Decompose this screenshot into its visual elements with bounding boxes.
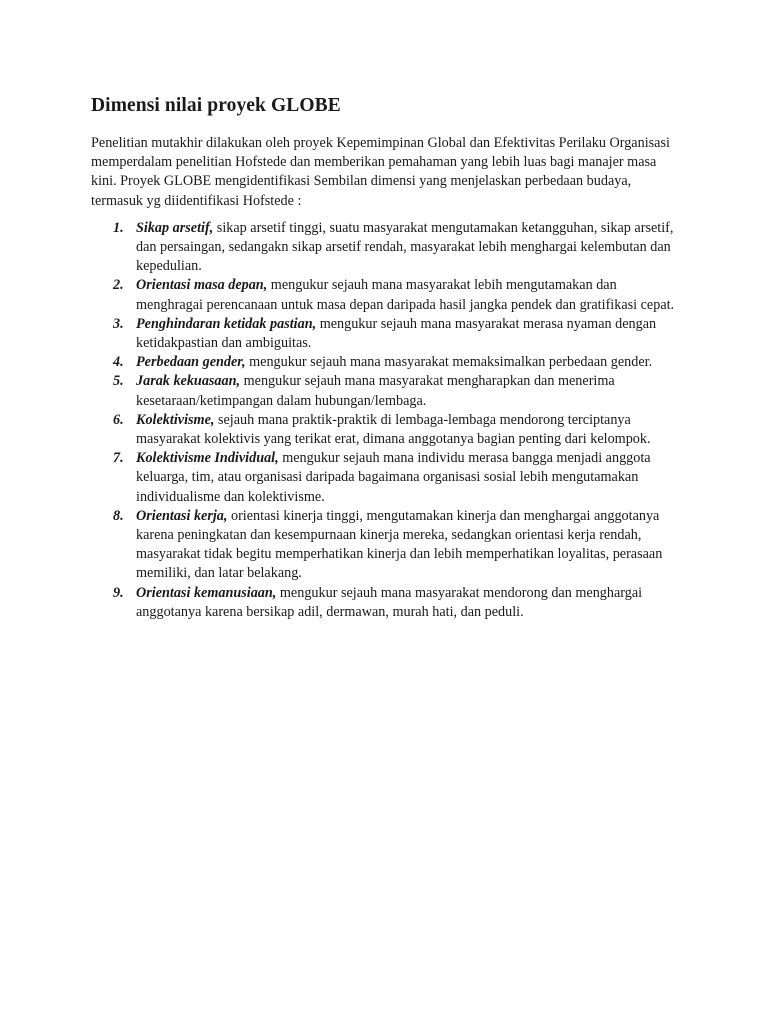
list-item-1 [91, 219, 681, 277]
dimension-term: Kolektivisme, [136, 411, 215, 428]
list-item-5 [91, 372, 681, 410]
dimension-description: mengukur sejauh mana masyarakat memaksimalkan perbedaan gender. [245, 354, 653, 371]
dimension-description: sejauh mana praktik-praktik di lembaga-lembaga mendorong terciptanya masyarakat kolektivis yang terikat erat, dimana anggotanya bagian penting dari kelompok. [136, 411, 651, 448]
dimension-term: Sikap arsetif, [136, 219, 214, 236]
list-number: 5. [113, 373, 124, 390]
list-item-2 [91, 276, 681, 314]
list-item-6 [91, 411, 681, 449]
list-item-3 [91, 315, 681, 353]
dimension-term: Orientasi kerja, [136, 507, 228, 524]
list-number: 7. [113, 450, 124, 467]
dimension-description: mengukur sejauh mana individu merasa bangga menjadi anggota keluarga, tim, atau organisasi daripada bagaimana organisasi sosial lebih mengutamakan individualisme dan kolektivisme. [136, 450, 651, 505]
dimension-description: orientasi kinerja tinggi, mengutamakan kinerja dan menghargai anggotanya karena peningkatan dan kesempurnaan kinerja mereka, sedangkan orientasi kerja rendah, masyarakat tidak begitu memperhatikan kinerja dan lebih memperhatikan loyalitas, perasaan memiliki, dan latar belakang. [136, 507, 663, 582]
list-number: 3. [113, 315, 124, 332]
dimension-term: Perbedaan gender, [136, 354, 246, 371]
page-title: Dimensi nilai proyek GLOBE [91, 95, 341, 116]
dimension-description: mengukur sejauh mana masyarakat mengharapkan dan menerima kesetaraan/ketimpangan dalam hubungan/lembaga. [136, 373, 615, 409]
list-number: 2. [113, 277, 124, 294]
dimension-description: mengukur sejauh mana masyarakat mendorong dan menghargai anggotanya karena bersikap adil, dermawan, murah hati, dan peduli. [136, 584, 643, 620]
dimension-description: mengukur sejauh mana masyarakat merasa nyaman dengan ketidakpastian dan ambiguitas. [136, 315, 657, 352]
list-item-7 [91, 449, 681, 507]
dimension-description: sikap arsetif tinggi, suatu masyarakat mengutamakan ketangguhan, sikap arsetif, dan persaingan, sedangakn sikap arsetif rendah, masyarakat lebih menghargai kelembutan dan kepedulian. [136, 219, 674, 275]
dimension-description: mengukur sejauh mana masyarakat lebih mengutamakan dan menghragai perencanaan untuk masa depan daripada hasil jangka pendek dan gratifikasi cepat. [136, 277, 675, 313]
dimension-list [91, 219, 681, 622]
intro-paragraph: Penelitian mutakhir dilakukan oleh proyek Kepemimpinan Global dan Efektivitas Perilaku Organisasi memperdalam penelitian Hofstede dan memberikan pemahaman yang lebih luas bagi manajer masa kini. Proyek GLOBE mengidentifikasi Sembilan dimensi yang menjelaskan perbedaan budaya, termasuk yg diidentifikasi Hofstede : [91, 135, 670, 209]
list-number: 9. [113, 584, 124, 601]
list-number: 4. [113, 354, 124, 371]
document-content [91, 94, 681, 622]
dimension-term: Orientasi masa depan, [136, 277, 268, 294]
dimension-term: Jarak kekuasaan, [136, 373, 241, 390]
list-item-9 [91, 584, 681, 622]
list-number: 1. [113, 219, 124, 236]
dimension-term: Kolektivisme Individual, [136, 450, 279, 467]
dimension-term: Orientasi kemanusiaan, [136, 584, 277, 601]
list-number: 6. [113, 411, 124, 428]
list-number: 8. [113, 507, 124, 524]
list-item-4 [91, 353, 681, 372]
dimension-term: Penghindaran ketidak pastian, [136, 315, 317, 332]
list-item-8 [91, 507, 681, 584]
